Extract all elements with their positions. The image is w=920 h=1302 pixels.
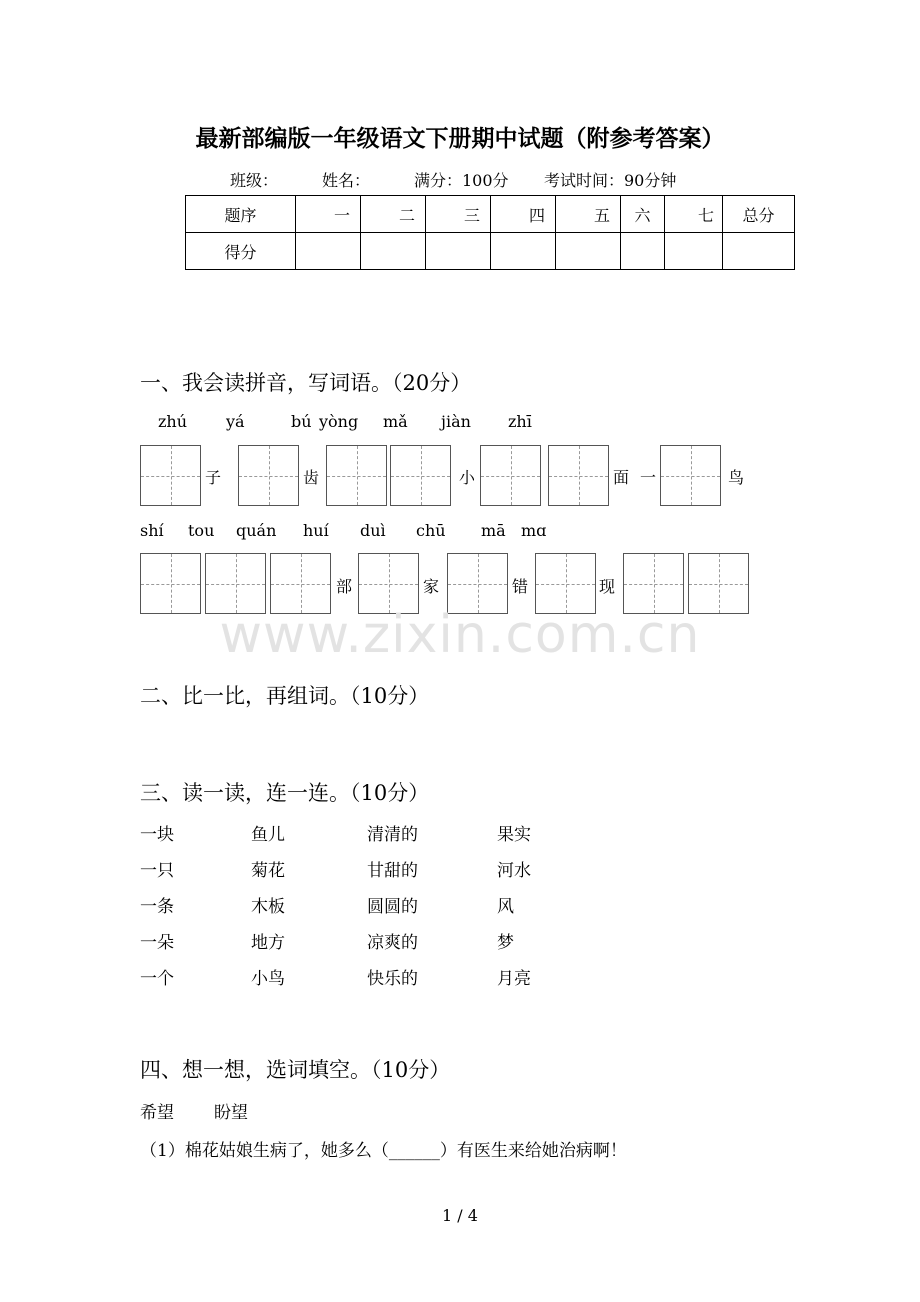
match-word[interactable]: 清清的 <box>367 825 418 845</box>
row2-pinyin <box>0 521 920 543</box>
header-cell: 五 <box>556 196 621 233</box>
given-char: 部 <box>336 577 353 596</box>
pinyin: huí <box>303 521 329 540</box>
header-cell: 一 <box>296 196 361 233</box>
tian-grid-box[interactable] <box>140 445 201 506</box>
pinyin: yòng <box>319 412 359 431</box>
given-char: 家 <box>423 577 440 596</box>
tian-grid-box[interactable] <box>480 445 541 506</box>
match-word[interactable]: 甘甜的 <box>367 861 418 881</box>
match-word[interactable]: 地方 <box>251 933 285 953</box>
match-word[interactable]: 快乐的 <box>367 969 418 989</box>
pinyin: chū <box>416 521 446 540</box>
pinyin: shí <box>140 521 164 540</box>
score-input-cell[interactable] <box>296 233 361 270</box>
score-input-cell[interactable] <box>361 233 426 270</box>
match-word[interactable]: 风 <box>497 897 514 917</box>
match-word[interactable]: 月亮 <box>497 969 531 989</box>
header-cell: 总分 <box>723 196 795 233</box>
match-word[interactable]: 木板 <box>251 897 285 917</box>
given-char: 现 <box>599 577 616 596</box>
header-cell: 题序 <box>186 196 296 233</box>
given-char: 小 <box>459 468 476 487</box>
row1-writing-grid <box>0 445 920 507</box>
page-number: 1 / 4 <box>442 1206 478 1225</box>
tian-grid-box[interactable] <box>238 445 299 506</box>
pinyin: mɑ <box>521 521 547 540</box>
pinyin: mǎ <box>383 412 408 431</box>
score-input-cell[interactable] <box>426 233 491 270</box>
pinyin: jiàn <box>441 412 471 431</box>
exam-time-label: 考试时间：90分钟 <box>544 171 677 190</box>
header-cell: 三 <box>426 196 491 233</box>
pinyin: yá <box>226 412 245 431</box>
score-input-cell[interactable] <box>723 233 795 270</box>
tian-grid-box[interactable] <box>660 445 721 506</box>
pinyin: zhú <box>158 412 188 431</box>
match-word[interactable]: 梦 <box>497 933 514 953</box>
score-table-header-row <box>186 196 795 233</box>
given-char: 面 <box>613 468 630 487</box>
pinyin: mā <box>481 521 506 540</box>
document-title: 最新部编版一年级语文下册期中试题（附参考答案） <box>195 125 725 152</box>
score-table <box>185 195 795 270</box>
matching-list <box>0 820 920 1000</box>
header-cell: 六 <box>621 196 665 233</box>
match-word[interactable]: 鱼儿 <box>251 825 285 845</box>
match-word[interactable]: 一个 <box>140 969 174 989</box>
score-input-cell[interactable] <box>621 233 665 270</box>
tian-grid-box[interactable] <box>326 445 387 506</box>
match-word[interactable]: 一块 <box>140 825 174 845</box>
full-score-label: 满分：100分 <box>414 171 509 190</box>
pinyin: duì <box>360 521 386 540</box>
section4-heading: 四、想一想，选词填空。（10分） <box>140 1058 451 1082</box>
tian-grid-box[interactable] <box>390 445 451 506</box>
word-option: 希望 <box>140 1103 174 1123</box>
match-word[interactable]: 菊花 <box>251 861 285 881</box>
header-cell: 七 <box>665 196 723 233</box>
section2-heading: 二、比一比，再组词。（10分） <box>140 684 430 708</box>
match-word[interactable]: 一条 <box>140 897 174 917</box>
pinyin: bú <box>291 412 312 431</box>
match-word[interactable]: 小鸟 <box>251 969 285 989</box>
match-word[interactable]: 一只 <box>140 861 174 881</box>
match-word[interactable]: 果实 <box>497 825 531 845</box>
match-word[interactable]: 一朵 <box>140 933 174 953</box>
header-cell: 二 <box>361 196 426 233</box>
given-char: 错 <box>512 577 529 596</box>
given-char: 鸟 <box>728 468 745 487</box>
pinyin: quán <box>236 521 277 540</box>
given-char: 一 <box>640 468 657 487</box>
section3-heading: 三、读一读，连一连。（10分） <box>140 781 430 805</box>
given-char: 子 <box>205 468 222 487</box>
score-table-score-row <box>186 233 795 270</box>
score-row-label: 得分 <box>186 233 296 270</box>
score-input-cell[interactable] <box>556 233 621 270</box>
watermark: www.zixin.com.cn <box>219 605 701 665</box>
word-option: 盼望 <box>214 1103 248 1123</box>
match-word[interactable]: 凉爽的 <box>367 933 418 953</box>
pinyin: zhī <box>508 412 532 431</box>
score-input-cell[interactable] <box>665 233 723 270</box>
class-label: 班级： <box>230 171 279 190</box>
score-input-cell[interactable] <box>491 233 556 270</box>
name-label: 姓名： <box>322 171 371 190</box>
question-1[interactable]: （1）棉花姑娘生病了，她多么（______）有医生来给她治病啊！ <box>140 1141 627 1161</box>
pinyin: tou <box>188 521 215 540</box>
match-word[interactable]: 圆圆的 <box>367 897 418 917</box>
match-word[interactable]: 河水 <box>497 861 531 881</box>
row1-pinyin <box>0 412 920 434</box>
tian-grid-box[interactable] <box>548 445 609 506</box>
header-cell: 四 <box>491 196 556 233</box>
section1-heading: 一、我会读拼音，写词语。（20分） <box>140 371 472 395</box>
given-char: 齿 <box>303 468 320 487</box>
